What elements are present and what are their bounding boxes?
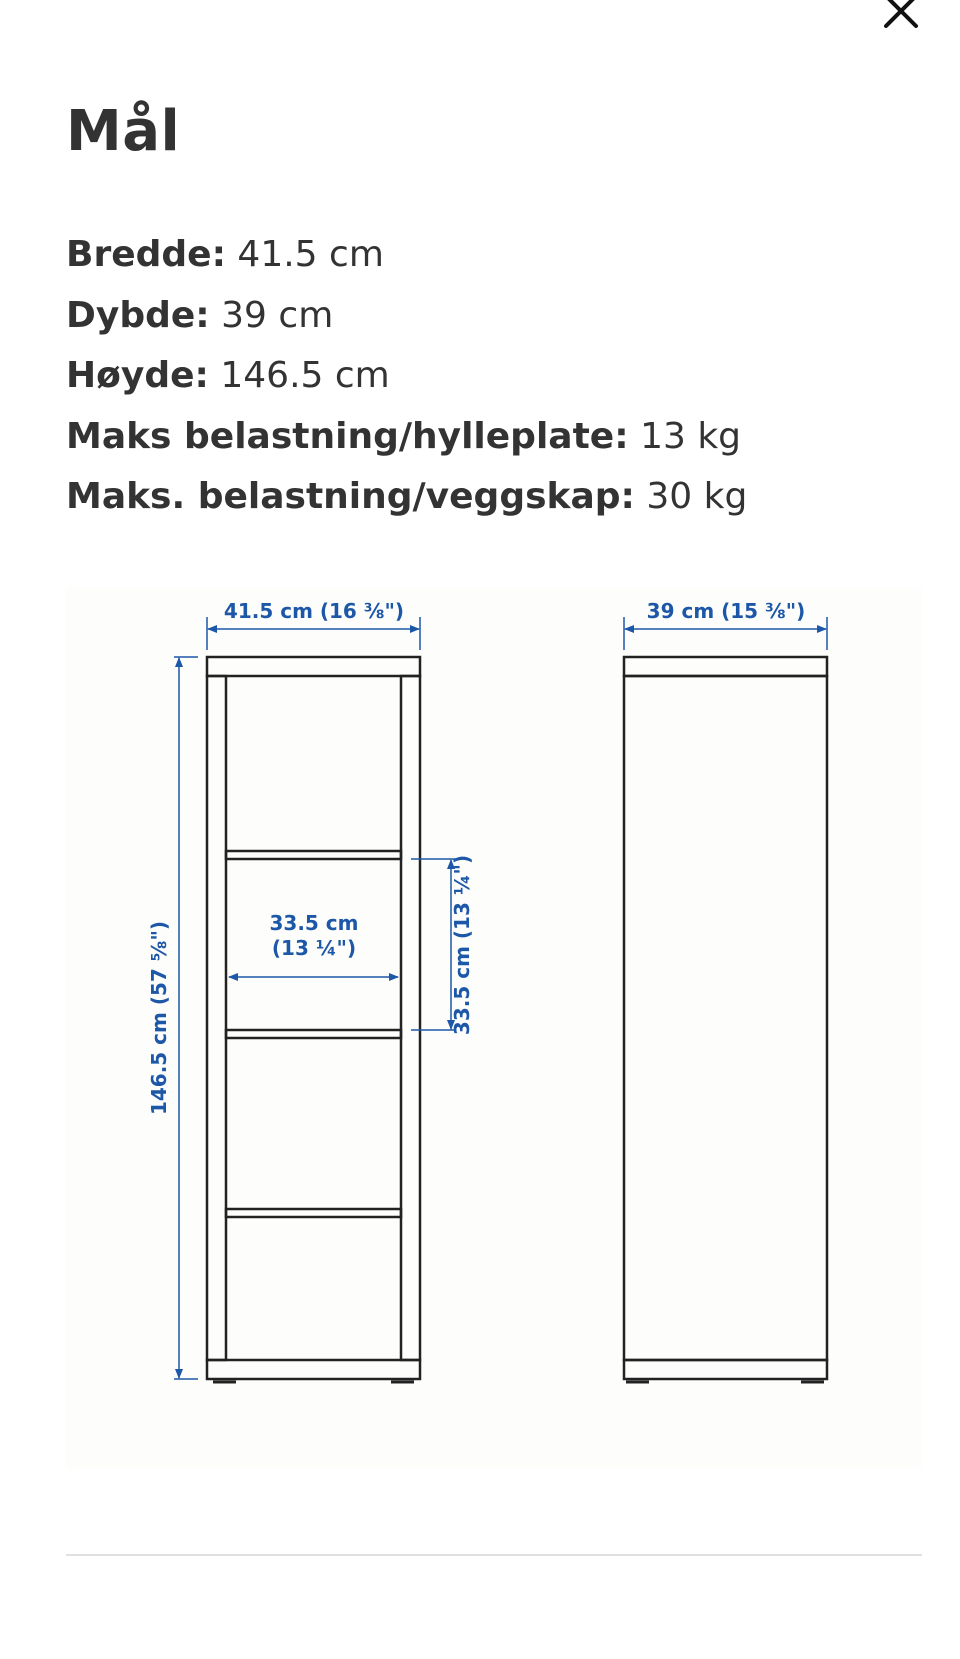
page-title: Mål <box>66 99 181 164</box>
dimension-value: 30 kg <box>646 476 748 517</box>
close-icon <box>878 0 924 34</box>
front-shelf-3 <box>226 1209 401 1217</box>
front-shelf-2 <box>226 1030 401 1038</box>
dimension-width <box>66 225 747 286</box>
dimension-depth <box>66 286 747 347</box>
dimension-max-load-cabinet <box>66 467 747 528</box>
dimension-label: Maks belastning/hylleplate: <box>66 415 629 457</box>
inner-width-label-line2: (13 ¼") <box>271 936 357 960</box>
dimension-height <box>66 346 747 407</box>
side-body <box>624 676 827 1360</box>
inner-height-label: 33.5 cm (13 ¼") <box>450 854 474 1036</box>
dimension-max-load-shelf <box>66 407 747 468</box>
dimension-drawing-svg <box>66 588 922 1468</box>
dimension-label: Dybde: <box>66 294 210 336</box>
dimension-label: Høyde: <box>66 355 209 396</box>
dimension-drawing <box>66 588 922 1468</box>
dimension-value: 13 kg <box>640 415 742 457</box>
front-top-panel <box>207 657 420 676</box>
side-depth-label: 39 cm (15 ⅜") <box>646 599 806 623</box>
front-right-side <box>401 676 420 1360</box>
height-label: 146.5 cm (57 ⅝") <box>147 920 171 1116</box>
dimension-label: Bredde: <box>66 234 226 275</box>
section-divider <box>66 1554 922 1556</box>
close-button[interactable] <box>878 0 924 34</box>
dimension-value: 41.5 cm <box>237 234 384 275</box>
side-bottom-panel <box>624 1360 827 1379</box>
front-view <box>207 657 420 1382</box>
front-shelf-1 <box>226 851 401 859</box>
dimensions-list <box>66 225 747 528</box>
front-width-label: 41.5 cm (16 ⅜") <box>223 599 405 623</box>
dimension-value: 146.5 cm <box>220 355 390 396</box>
dimension-value: 39 cm <box>221 294 334 336</box>
dimension-label: Maks. belastning/veggskap: <box>66 476 635 517</box>
front-bottom-panel <box>207 1360 420 1379</box>
front-left-side <box>207 676 226 1360</box>
inner-width-label-line1: 33.5 cm <box>269 911 359 935</box>
side-top-panel <box>624 657 827 676</box>
side-view <box>624 657 827 1382</box>
